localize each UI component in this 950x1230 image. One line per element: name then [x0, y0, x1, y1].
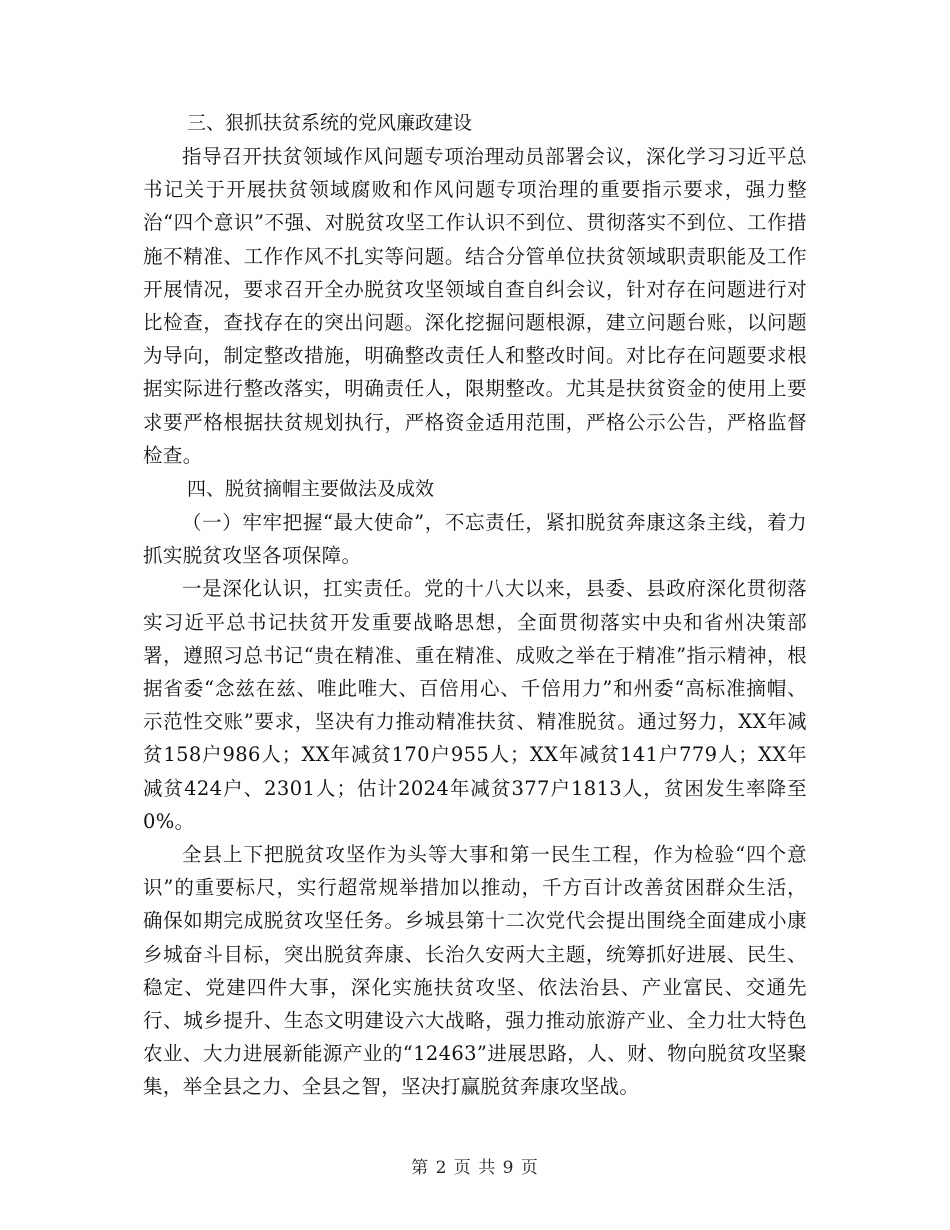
paragraph-county-strategy: 全县上下把脱贫攻坚作为头等大事和第一民生工程，作为检验“四个意识”的重要标尺，实行超常规举措加以推动，千方百计改善贫困群众生活，确保如期完成脱贫攻坚任务。乡城县第十二次党代会提出围绕全面建成小康乡城奋斗目标，突出脱贫奔康、长治久安两大主题，统筹抓好进展、民生、稳定、党建四件大事，深化实施扶贫攻坚、依法治县、产业富民、交通先行、城乡提升、生态文明建设六大战略，强力推动旅游产业、全力壮大特色农业、大力进展新能源产业的“12463”进展思路，人、财、物向脱贫攻坚聚集，举全县之力、全县之智，坚决打赢脱贫奔康攻坚战。	[143, 843, 807, 1099]
section-heading-3: 三、狠抓扶贫系统的党风廉政建设	[187, 112, 473, 134]
section-heading-4: 四、脱贫摘帽主要做法及成效	[187, 478, 435, 501]
paragraph-responsibility: 一是深化认识，扛实责任。党的十八大以来，县委、县政府深化贯彻落实习近平总书记扶贫开发重要战略思想，全面贯彻落实中央和省州决策部署，遵照习总书记“贵在精准、重在精准、成败之举在于精准”指示精神，根据省委“念兹在兹、唯此唯大、百倍用心、千倍用力”和州委“高标准摘帽、示范性交账”要求，坚决有力推动精准扶贫、精准脱贫。通过努力，XX年减贫158户986人；XX年减贫170户955人；XX年减贫141户779人；XX年减贫424户、2301人；估计2024年减贫377户1813人，贫困发生率降至0%。	[143, 577, 807, 833]
paragraph-party-conduct: 指导召开扶贫领域作风问题专项治理动员部署会议，深化学习习近平总书记关于开展扶贫领域腐败和作风问题专项治理的重要指示要求，强力整治“四个意识”不强、对脱贫攻坚工作认识不到位、贯彻落实不到位、工作措施不精准、工作作风不扎实等问题。结合分管单位扶贫领域职责职能及工作开展情况，要求召开全办脱贫攻坚领域自查自纠会议，针对存在问题进行对比检查，查找存在的突出问题。深化挖掘问题根源，建立问题台账，以问题为导向，制定整改措施，明确整改责任人和整改时间。对比存在问题要求根据实际进行整改落实，明确责任人，限期整改。尤其是扶贫资金的使用上要求要严格根据扶贫规划执行，严格资金适用范围，严格公示公告，严格监督检查。	[143, 145, 807, 467]
paragraph-subheading-1: （一）牢牢把握“最大使命”，不忘责任，紧扣脱贫奔康这条主线，着力抓实脱贫攻坚各项保障。	[143, 511, 807, 568]
document-body	[143, 106, 807, 1104]
page-number-footer: 第 2 页 共 9 页	[411, 1158, 539, 1178]
